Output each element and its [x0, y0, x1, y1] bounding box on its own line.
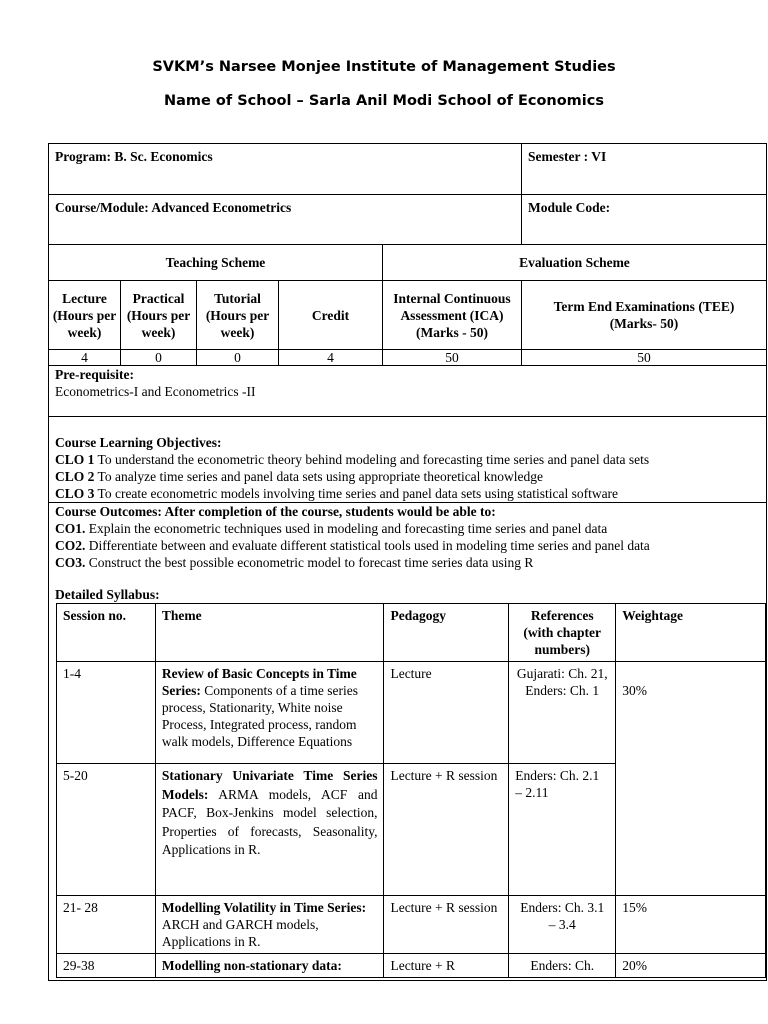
weightage-cell: 15% [616, 896, 766, 954]
session-header: Session no. [57, 604, 156, 662]
syllabus-title: Detailed Syllabus: [55, 587, 160, 602]
credit-header: Credit [279, 281, 383, 350]
teaching-scheme-title: Teaching Scheme [49, 245, 383, 281]
school-title: Name of School – Sarla Anil Modi School of Economics [163, 93, 604, 109]
module-code-cell [522, 195, 767, 245]
session-cell: 21- 28 [57, 896, 156, 954]
module-code-label: Module Code: [528, 200, 611, 215]
ica-value: 50 [383, 350, 522, 366]
theme-cell: Review of Basic Concepts in Time Series: Components of a time series process, Stationarity, White noise Process, Integrated process, random walk models, Difference Equations [155, 662, 384, 764]
weightage-cell: 20% [616, 954, 766, 978]
theme-cell: Modelling Volatility in Time Series: ARCH and GARCH models, Applications in R. [155, 896, 384, 954]
tutorial-header: Tutorial (Hours per week) [197, 281, 279, 350]
references-cell: Enders: Ch. [509, 954, 616, 978]
prerequisite-cell [49, 366, 767, 417]
syllabus-table [56, 603, 766, 978]
outcome-item: CO1. Explain the econometric techniques used in modeling and forecasting time series and panel data [55, 521, 608, 536]
prerequisite-label: Pre-requisite: [55, 367, 134, 382]
outcomes-syllabus-cell [49, 503, 767, 981]
lecture-header: Lecture (Hours per week) [49, 281, 121, 350]
prerequisite-text: Econometrics-I and Econometrics -II [55, 384, 256, 399]
course-label: Course/Module: Advanced Econometrics [55, 200, 292, 215]
references-cell: Enders: Ch. 2.1 – 2.11 [509, 764, 616, 896]
tutorial-value: 0 [197, 350, 279, 366]
table-row [57, 954, 766, 978]
practical-header: Practical (Hours per week) [121, 281, 197, 350]
ica-header: Internal Continuous Assessment (ICA) (Marks - 50) [383, 281, 522, 350]
references-cell: Gujarati: Ch. 21, Enders: Ch. 1 [509, 662, 616, 764]
outcome-item: CO2. Differentiate between and evaluate different statistical tools used in modeling time series and panel data [55, 538, 650, 553]
session-cell: 29-38 [57, 954, 156, 978]
references-header: References (with chapter numbers) [509, 604, 616, 662]
credit-value: 4 [279, 350, 383, 366]
objectives-title: Course Learning Objectives: [55, 435, 222, 450]
institute-title: SVKM’s Narsee Monjee Institute of Management Studies [152, 59, 616, 75]
semester-label: Semester : VI [528, 149, 607, 164]
pedagogy-cell: Lecture + R session [384, 896, 509, 954]
objectives-cell [49, 417, 767, 503]
theme-cell: Stationary Univariate Time Series Models: ARMA models, ACF and PACF, Box-Jenkins model selection, Properties of forecasts, Seasonality, Applications in R. [155, 764, 384, 896]
session-cell: 5-20 [57, 764, 156, 896]
objective-item: CLO 3 To create econometric models involving time series and panel data sets using statistical software [55, 486, 619, 501]
lecture-value: 4 [49, 350, 121, 366]
pedagogy-cell: Lecture [384, 662, 509, 764]
program-label: Program: B. Sc. Economics [55, 149, 213, 164]
outcomes-block [49, 503, 766, 571]
table-row [57, 896, 766, 954]
weightage-cell: 30% [616, 662, 766, 896]
references-cell: Enders: Ch. 3.1 – 3.4 [509, 896, 616, 954]
session-cell: 1-4 [57, 662, 156, 764]
outcome-item: CO3. Construct the best possible econometric model to forecast time series data using R [55, 555, 534, 570]
pedagogy-cell: Lecture + R session [384, 764, 509, 896]
practical-value: 0 [121, 350, 197, 366]
table-row [57, 662, 766, 764]
semester-cell [522, 144, 767, 195]
program-cell [49, 144, 522, 195]
outcomes-title: Course Outcomes: After completion of the course, students would be able to: [55, 504, 496, 519]
course-table [48, 143, 767, 981]
objective-item: CLO 1 To understand the econometric theory behind modeling and forecasting time series and panel data sets [55, 452, 650, 467]
weightage-header: Weightage [616, 604, 766, 662]
course-cell [49, 195, 522, 245]
pedagogy-header: Pedagogy [384, 604, 509, 662]
theme-cell: Modelling non-stationary data: [155, 954, 384, 978]
objective-item: CLO 2 To analyze time series and panel data sets using appropriate theoretical knowledge [55, 469, 544, 484]
tee-value: 50 [522, 350, 767, 366]
evaluation-scheme-title: Evaluation Scheme [383, 245, 767, 281]
pedagogy-cell: Lecture + R [384, 954, 509, 978]
tee-header: Term End Examinations (TEE) (Marks- 50) [522, 281, 767, 350]
theme-header: Theme [155, 604, 384, 662]
